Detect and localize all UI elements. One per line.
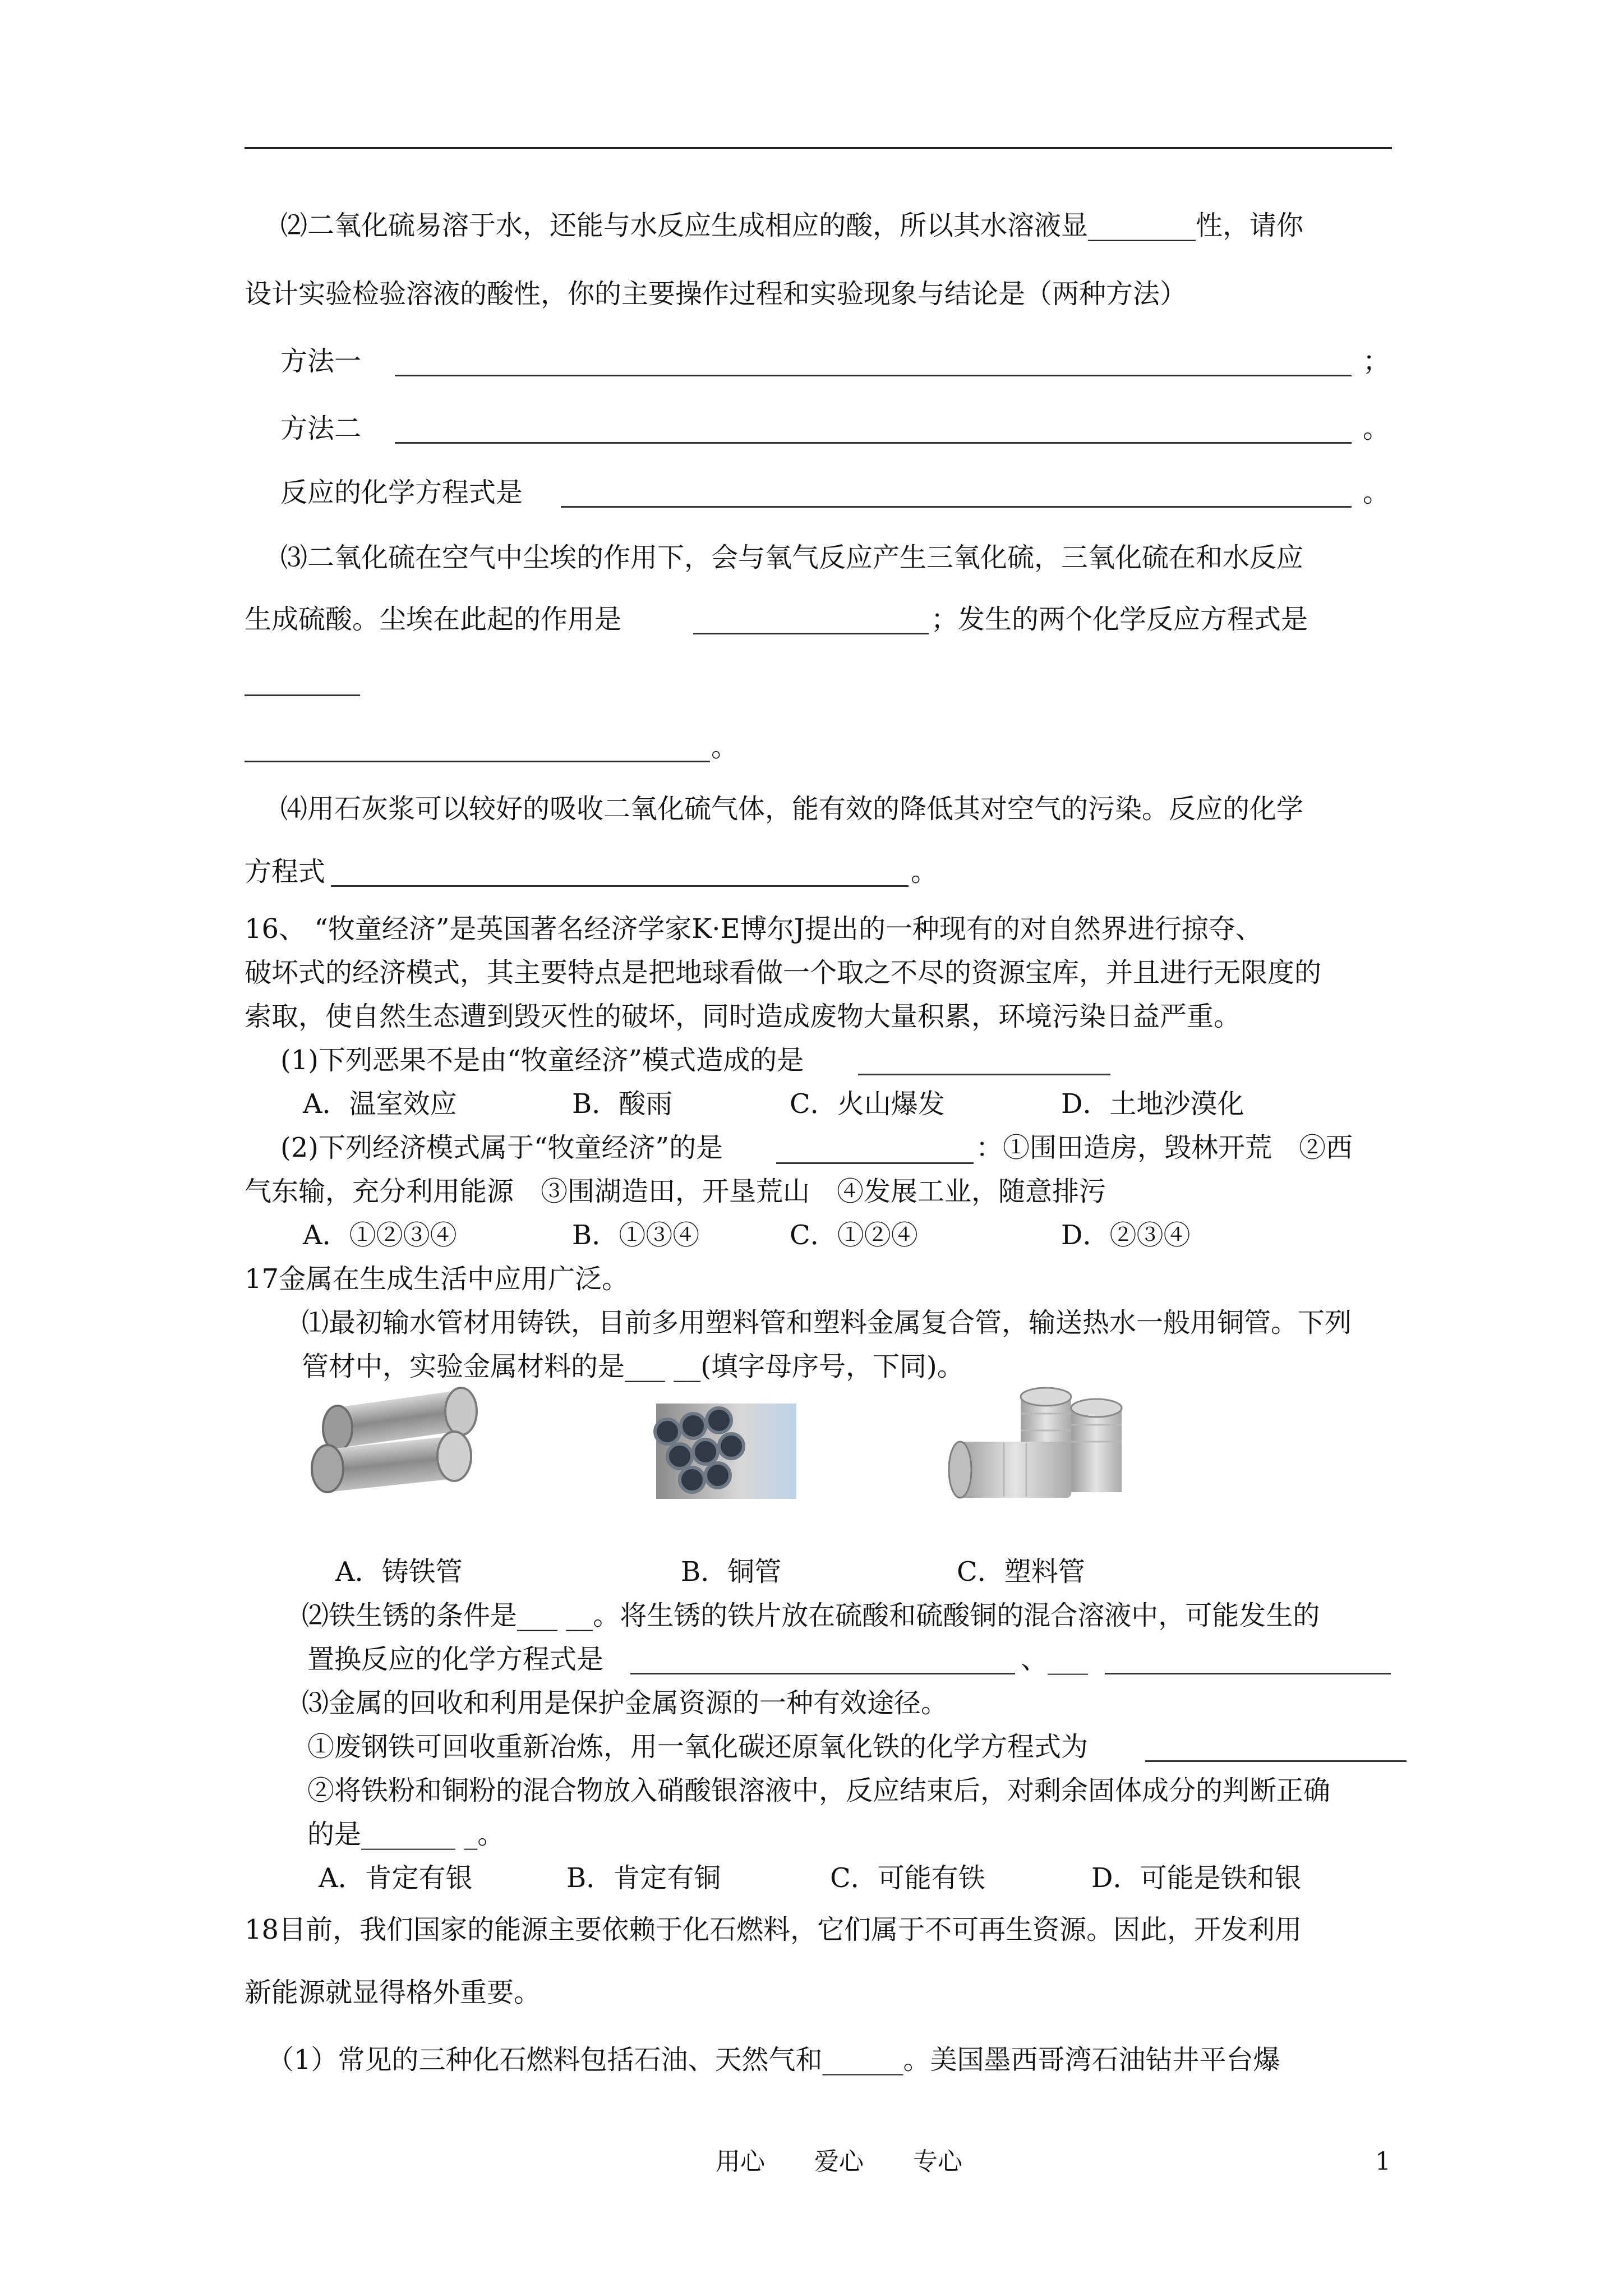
- q17-sub3-item2-line2: 的是_______ _。: [307, 1819, 505, 1850]
- q15-part4-line2: 方程式: [245, 856, 326, 887]
- q15-part3-line2a: 生成硫酸。尘埃在此起的作用是: [245, 604, 622, 635]
- q17-sub2-sep: 、___: [1021, 1644, 1089, 1675]
- q17-sub3-option-a[interactable]: A．肯定有银: [319, 1862, 473, 1894]
- plastic-pipe-image: [948, 1380, 1127, 1509]
- q17-sub3-item1-blank[interactable]: [1145, 1760, 1407, 1762]
- q15-part3-end: 。: [711, 731, 739, 763]
- q15-method2-label: 方法二: [280, 413, 362, 444]
- footer-motto: 用心 爱心 专心: [716, 2147, 962, 2176]
- q15-part4-end: 。: [911, 856, 938, 887]
- q15-part2-line1: ⑵二氧化硫易溶于水，还能与水反应生成相应的酸，所以其水溶液显________性，请你: [280, 210, 1304, 241]
- q16-sub2-line2: 气东输，充分利用能源 ③围湖造田，开垦荒山 ④发展工业，随意排污: [245, 1176, 1106, 1207]
- q17-caption-a[interactable]: A．铸铁管: [335, 1556, 463, 1588]
- q17-sub3-option-b[interactable]: B．肯定有铜: [566, 1862, 721, 1894]
- q16-line1: 16、 “牧童经济”是英国著名经济学家K·E博尔J提出的一种现有的对自然界进行掠夺、: [245, 913, 1262, 945]
- page-number: 1: [1375, 2147, 1391, 2176]
- q16-sub1: (1)下列恶果不是由“牧童经济”模式造成的是: [280, 1045, 804, 1076]
- cast-iron-pipe-image: [303, 1387, 488, 1499]
- q17-sub1-line2: 管材中，实验金属材料的是___ __(填字母序号，下同)。: [302, 1351, 964, 1382]
- q15-method1-label: 方法一: [280, 346, 362, 377]
- q16-sub1-option-c[interactable]: C．火山爆发: [790, 1088, 945, 1120]
- q17-sub3: ⑶金属的回收和利用是保护金属资源的一种有效途径。: [302, 1687, 948, 1719]
- q17-title: 17金属在生成生活中应用广泛。: [245, 1263, 629, 1295]
- q17-sub3-item2-line1: ②将铁粉和铜粉的混合物放入硝酸银溶液中，反应结束后，对剩余固体成分的判断正确: [307, 1775, 1331, 1806]
- q16-sub1-option-b[interactable]: B．酸雨: [572, 1088, 673, 1120]
- q15-equation-blank[interactable]: [561, 506, 1352, 508]
- q15-part2-line2: 设计实验检验溶液的酸性，你的主要操作过程和实验现象与结论是（两种方法）: [245, 278, 1187, 310]
- q16-line3: 索取，使自然生态遭到毁灭性的破坏，同时造成废物大量积累，环境污染日益严重。: [245, 1001, 1241, 1032]
- q17-caption-c[interactable]: C．塑料管: [957, 1556, 1085, 1588]
- q16-sub1-blank[interactable]: [858, 1074, 1110, 1075]
- q18-sub1: （1）常见的三种化石燃料包括石油、天然气和______。美国墨西哥湾石油钻井平台爆: [267, 2044, 1280, 2076]
- q18-line1: 18目前，我们国家的能源主要依赖于化石燃料，它们属于不可再生资源。因此，开发利用: [245, 1914, 1302, 1945]
- q15-part4-line1: ⑷用石灰浆可以较好的吸收二氧化硫气体，能有效的降低其对空气的污染。反应的化学: [280, 793, 1304, 825]
- q16-sub2-option-a[interactable]: A．①②③④: [303, 1220, 457, 1251]
- q17-sub2-blank-1[interactable]: [630, 1673, 1015, 1674]
- q17-sub3-option-c[interactable]: C．可能有铁: [830, 1862, 985, 1894]
- q18-line2: 新能源就显得格外重要。: [245, 1977, 541, 2008]
- q17-sub1-line1: ⑴最初输水管材用铸铁，目前多用塑料管和塑料金属复合管，输送热水一般用铜管。下列: [302, 1307, 1352, 1338]
- q17-sub2-blank-2[interactable]: [1105, 1673, 1391, 1674]
- q17-sub3-item1: ①废钢铁可回收重新冶炼，用一氧化碳还原氧化铁的化学方程式为: [307, 1731, 1089, 1763]
- q16-sub2-line1b: ：①围田造房，毁林开荒 ②西: [976, 1132, 1353, 1163]
- q16-sub2-option-b[interactable]: B．①③④: [572, 1220, 700, 1251]
- q16-sub2-line1a: (2)下列经济模式属于“牧童经济”的是: [280, 1132, 723, 1163]
- q16-sub2-blank[interactable]: [776, 1162, 974, 1164]
- copper-pipe-image: [645, 1398, 802, 1504]
- q17-sub2-line2: 置换反应的化学方程式是: [307, 1644, 604, 1675]
- q15-method2-blank[interactable]: [395, 442, 1352, 444]
- q15-equations-blank-1[interactable]: [245, 694, 360, 696]
- q17-sub3-option-d[interactable]: D．可能是铁和银: [1091, 1862, 1302, 1894]
- q15-part4-blank[interactable]: [331, 885, 909, 887]
- q16-line2: 破坏式的经济模式，其主要特点是把地球看做一个取之不尽的资源宝库，并且进行无限度的: [245, 957, 1322, 988]
- q17-sub2-line1: ⑵铁生锈的条件是___ __。将生锈的铁片放在硫酸和硫酸铜的混合溶液中，可能发生的: [302, 1600, 1320, 1631]
- q15-equations-blank-2[interactable]: [245, 761, 710, 762]
- q15-method2-end: 。: [1363, 413, 1390, 444]
- q15-equation-end: 。: [1363, 477, 1390, 508]
- q15-dust-role-blank[interactable]: [693, 633, 929, 634]
- q16-sub2-option-d[interactable]: D．②③④: [1061, 1220, 1191, 1251]
- header-rule: [245, 147, 1392, 149]
- q16-sub1-option-d[interactable]: D．土地沙漠化: [1061, 1088, 1244, 1120]
- q15-part3-line2b: ；发生的两个化学反应方程式是: [931, 604, 1308, 635]
- q15-equation-label: 反应的化学方程式是: [280, 477, 523, 508]
- q15-part3-line1: ⑶二氧化硫在空气中尘埃的作用下，会与氧气反应产生三氧化硫，三氧化硫在和水反应: [280, 542, 1304, 573]
- q15-method1-end: ；: [1363, 346, 1390, 377]
- q16-sub2-option-c[interactable]: C．①②④: [790, 1220, 918, 1251]
- q16-sub1-option-a[interactable]: A．温室效应: [303, 1088, 457, 1120]
- q17-caption-b[interactable]: B．铜管: [681, 1556, 782, 1588]
- q15-method1-blank[interactable]: [395, 375, 1352, 376]
